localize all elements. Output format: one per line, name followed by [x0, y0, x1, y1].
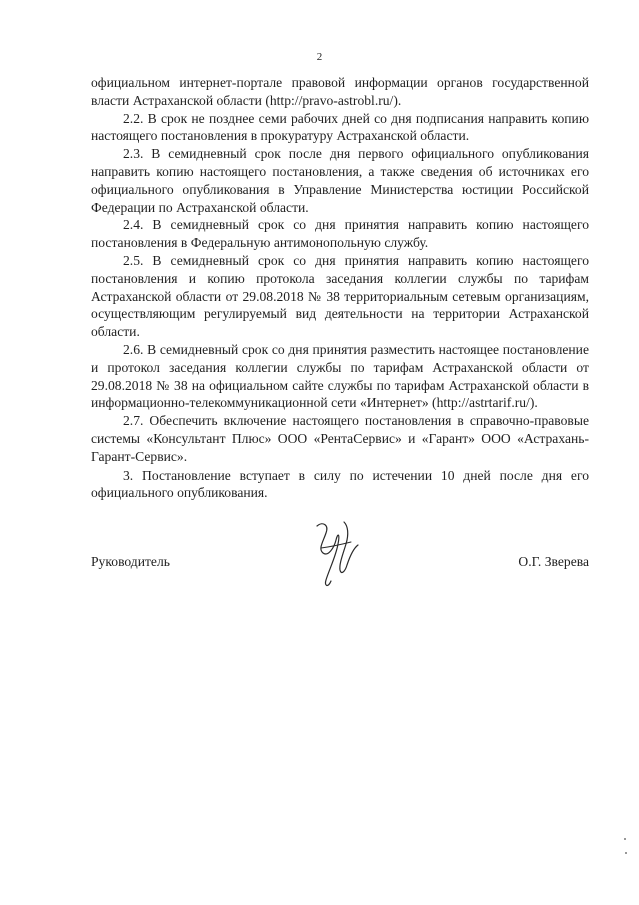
- scan-artifact: [624, 838, 626, 840]
- paragraph-2-2: 2.2. В срок не позднее семи рабочих дней со дня подписания направить копию настоящего постановления в прокуратуру Астраханской области.: [91, 110, 589, 144]
- paragraph-2-5: 2.5. В семидневный срок со дня принятия направить копию настоящего постановления и копию протокола заседания коллегии службы по тарифам Астраханской области от 29.08.2018 № 38 территориальным сетевым организациям, осуществляющим регулируемый вид деятельности на территории Астраханской области.: [91, 252, 589, 340]
- page-number: 2: [316, 51, 323, 63]
- paragraph-3: 3. Постановление вступает в силу по истечении 10 дней после дня его официального опубликования.: [91, 467, 589, 501]
- signer-title: Руководитель: [91, 554, 170, 569]
- paragraph-2-6: 2.6. В семидневный срок со дня принятия разместить настоящее постановление и протокол заседания коллегии службы по тарифам Астраханской области от 29.08.2018 № 38 на официальном сайте службы по тарифам Астраханской области в информационно-телекоммуникационной сети «Интернет» (http://astrtarif.ru/).: [91, 341, 589, 411]
- document-body: [91, 74, 589, 502]
- paragraph-2-4: 2.4. В семидневный срок со дня принятия направить копию настоящего постановления в Федеральную антимонопольную службу.: [91, 217, 589, 251]
- signer-name: О.Г. Зверева: [518, 554, 589, 569]
- paragraph-2-3: 2.3. В семидневный срок после дня первого официального опубликования направить копию настоящего постановления, а также сведения об источниках его официального опубликования в Управление Министерства юстиции Российской Федерации по Астраханской области.: [91, 146, 589, 215]
- paragraph-2-7: 2.7. Обеспечить включение настоящего постановления в справочно-правовые системы «Консультант Плюс» ООО «РентаСервис» и «Гарант» ООО «Астрахань-Гарант-Сервис».: [91, 413, 589, 464]
- paragraph-continuation: официальном интернет-портале правовой информации органов государственной власти Астраханской области (http://pravo-astrobl.ru/).: [91, 75, 589, 108]
- scan-artifact: [625, 852, 627, 854]
- handwritten-signature: [309, 518, 369, 590]
